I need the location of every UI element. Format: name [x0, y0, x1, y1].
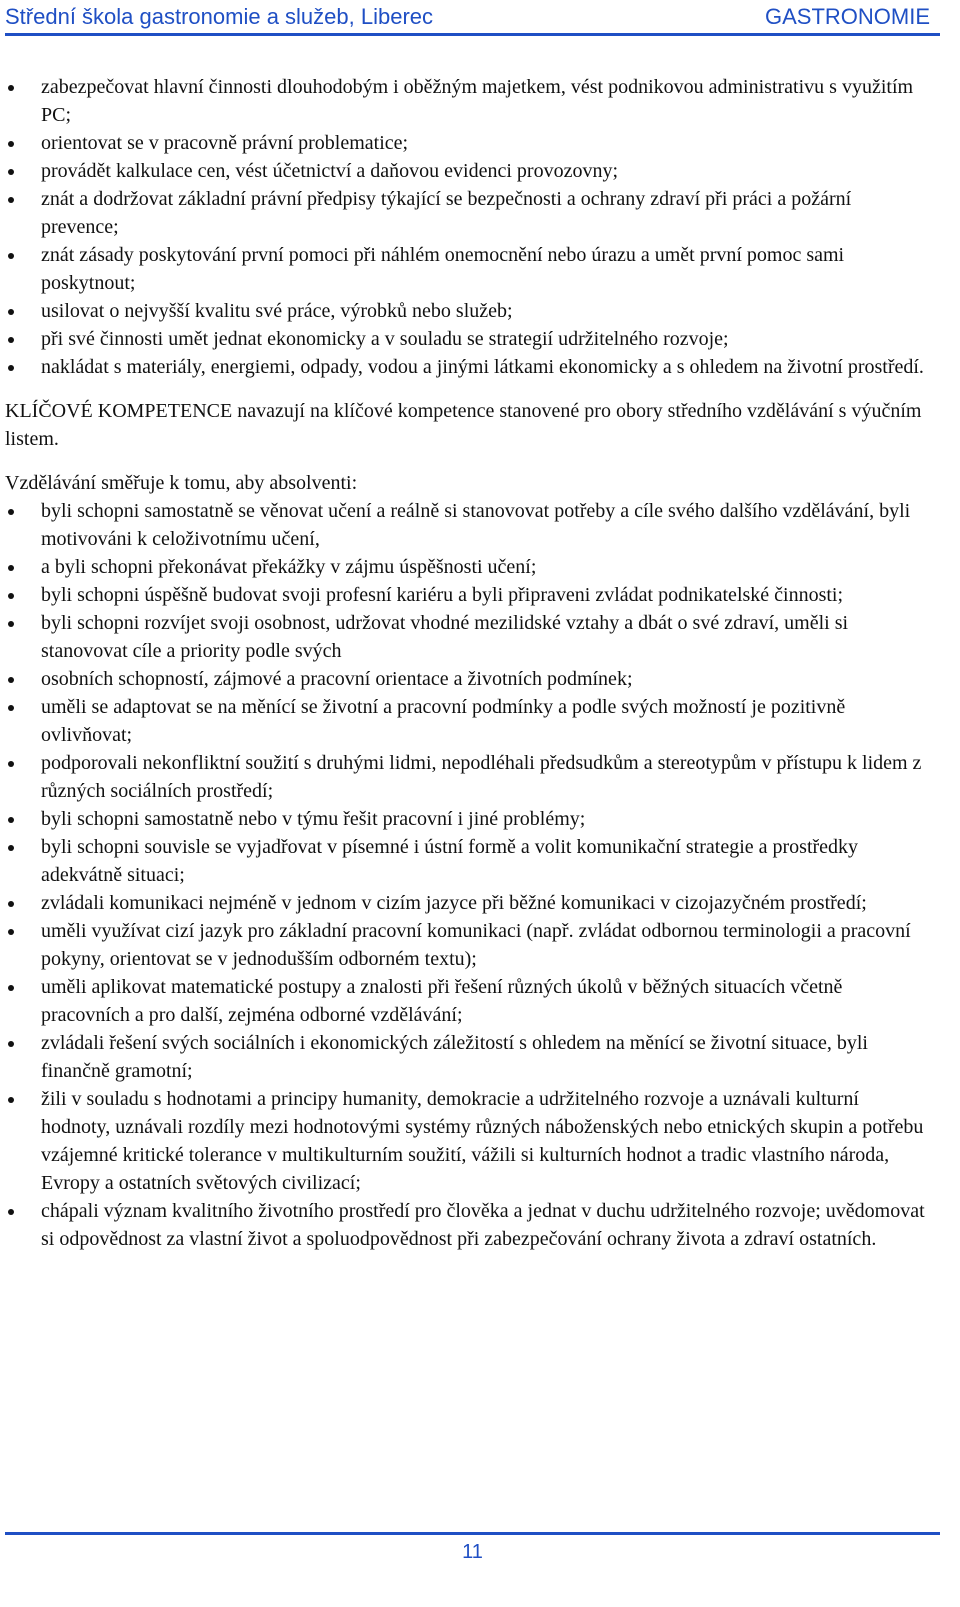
- page-header: [5, 2, 940, 36]
- list-item: byli schopni rozvíjet svoji osobnost, udržovat vhodné mezilidské vztahy a dbát o své zdraví, uměli si stanovovat cíle a priority podle svých: [5, 609, 930, 665]
- school-name: Střední škola gastronomie a služeb, Liberec: [5, 4, 434, 29]
- list-item: uměli aplikovat matematické postupy a znalosti při řešení různých úkolů v běžných situacích včetně pracovních a pro další, zejména odborné vzdělávání;: [5, 973, 930, 1029]
- list-item: byli schopni samostatně nebo v týmu řešit pracovní i jiné problémy;: [5, 805, 930, 833]
- list-item: chápali význam kvalitního životního prostředí pro člověka a jednat v duchu udržitelného rozvoje; uvědomovat si odpovědnost za vlastní život a spoluodpovědnost při zabezpečování ochrany života a zdraví ostatních.: [5, 1197, 930, 1253]
- list-item: provádět kalkulace cen, vést účetnictví a daňovou evidenci provozovny;: [5, 157, 930, 185]
- list-item: uměli využívat cizí jazyk pro základní pracovní komunikaci (např. zvládat odbornou terminologii a pracovní pokyny, orientovat se v jednodušším odborném textu);: [5, 917, 930, 973]
- document-body: [5, 73, 930, 1253]
- list-item: uměli se adaptovat se na měnící se životní a pracovní podmínky a podle svých možností je pozitivně ovlivňovat;: [5, 693, 930, 749]
- list-item: a byli schopni překonávat překážky v zájmu úspěšnosti učení;: [5, 553, 930, 581]
- list-item: znát zásady poskytování první pomoci při náhlém onemocnění nebo úrazu a umět první pomoc sami poskytnout;: [5, 241, 930, 297]
- list-item: zvládali komunikaci nejméně v jednom v cizím jazyce při běžné komunikaci v cizojazyčném prostředí;: [5, 889, 930, 917]
- key-competences-paragraph: KLÍČOVÉ KOMPETENCE navazují na klíčové kompetence stanovené pro obory středního vzdělávání s výučním listem.: [5, 400, 922, 450]
- competences-list: [5, 497, 930, 1253]
- list-item: byli schopni úspěšně budovat svoji profesní kariéru a byli připraveni zvládat podnikatelské činnosti;: [5, 581, 930, 609]
- list-item: osobních schopností, zájmové a pracovní orientace a životních podmínek;: [5, 665, 930, 693]
- list-item: byli schopni souvisle se vyjadřovat v písemné i ústní formě a volit komunikační strategie a prostředky adekvátně situaci;: [5, 833, 930, 889]
- list-item: znát a dodržovat základní právní předpisy týkající se bezpečnosti a ochrany zdraví při práci a požární prevence;: [5, 185, 930, 241]
- page-footer: [5, 1532, 940, 1564]
- list-item: zabezpečovat hlavní činnosti dlouhodobým i oběžným majetkem, vést podnikovou administrativu s využitím PC;: [5, 73, 930, 129]
- list-item: žili v souladu s hodnotami a principy humanity, demokracie a udržitelného rozvoje a uznávali kulturní hodnoty, uznávali rozdíly mezi hodnotovými systémy různých náboženských nebo etnických skupin a potřebu vzájemné kritické tolerance v multikulturním soužití, vážili si kulturních hodnot a tradic vlastního národa, Evropy a ostatních světových civilizací;: [5, 1085, 930, 1197]
- list-item: usilovat o nejvyšší kvalitu své práce, výrobků nebo služeb;: [5, 297, 930, 325]
- list-item: orientovat se v pracovně právní problematice;: [5, 129, 930, 157]
- section-title: GASTRONOMIE: [764, 4, 930, 29]
- list-item: při své činnosti umět jednat ekonomicky a v souladu se strategií udržitelného rozvoje;: [5, 325, 930, 353]
- page-number: 11: [462, 1541, 483, 1563]
- intro-paragraph: Vzdělávání směřuje k tomu, aby absolventi:: [5, 472, 358, 494]
- list-item: nakládat s materiály, energiemi, odpady, vodou a jinými látkami ekonomicky a s ohledem na životní prostředí.: [5, 353, 930, 381]
- list-item: podporovali nekonfliktní soužití s druhými lidmi, nepodléhali předsudkům a stereotypům v přístupu k lidem z různých sociálních prostředí;: [5, 749, 930, 805]
- list-item: zvládali řešení svých sociálních i ekonomických záležitostí s ohledem na měnící se životní situace, byli finančně gramotní;: [5, 1029, 930, 1085]
- skills-list: [5, 73, 930, 381]
- list-item: byli schopni samostatně se věnovat učení a reálně si stanovovat potřeby a cíle svého dalšího vzdělávání, byli motivováni k celoživotnímu učení,: [5, 497, 930, 553]
